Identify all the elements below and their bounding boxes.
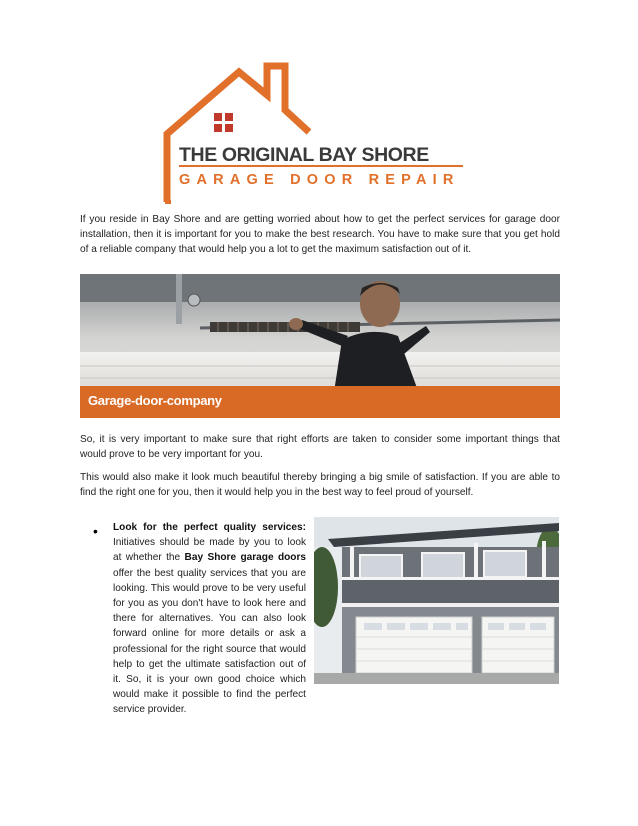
bullet-text-part-b: offer the best quality services that you are looking. This would prove to be very useful for you as you don't have to look here and there for alternatives. You can also look forward online for more details or ask a professional for the right source that would help to get the ultimate satisfaction out of it. So, it is your own good choice which would make it possible to find the perfect service provider. [113,567,306,716]
house-garage-photo [314,517,559,684]
window-pane [214,113,222,121]
house-roof-icon [163,62,465,212]
intro-paragraph: If you reside in Bay Shore and are getting worried about how to get the perfect services for garage door installation, then it is important for you to make the best research. You have to make sure that you get hold of a reliable company that would help you a lot to get the maximum satisfaction out of it. [80,214,560,256]
bullet-marker: • [93,523,98,539]
bullet-item [113,520,306,718]
company-logo [163,62,465,212]
window-pane [214,124,222,132]
paragraph-two: So, it is very important to make sure that right efforts are taken to consider some important things that would prove to be very important for you. [80,434,560,461]
bullet-bold-term: Bay Shore garage doors [184,552,306,564]
photo-caption: Garage-door-company [88,393,222,408]
technician-photo [80,274,560,418]
window-pane [225,124,233,132]
paragraph-three: This would also make it look much beautiful thereby bringing a big smile of satisfaction. If you are able to find the right one for you, then it would help you in the best way to feel proud of yourself. [80,472,560,499]
logo-subtitle: GARAGE DOOR REPAIR [179,172,460,188]
window-pane [225,113,233,121]
bullet-heading: Look for the perfect quality services: [113,522,306,533]
bullet-text-part-a: Initiatives should be made by you to look at whether the [113,537,306,564]
logo-title: THE ORIGINAL BAY SHORE [179,144,429,166]
